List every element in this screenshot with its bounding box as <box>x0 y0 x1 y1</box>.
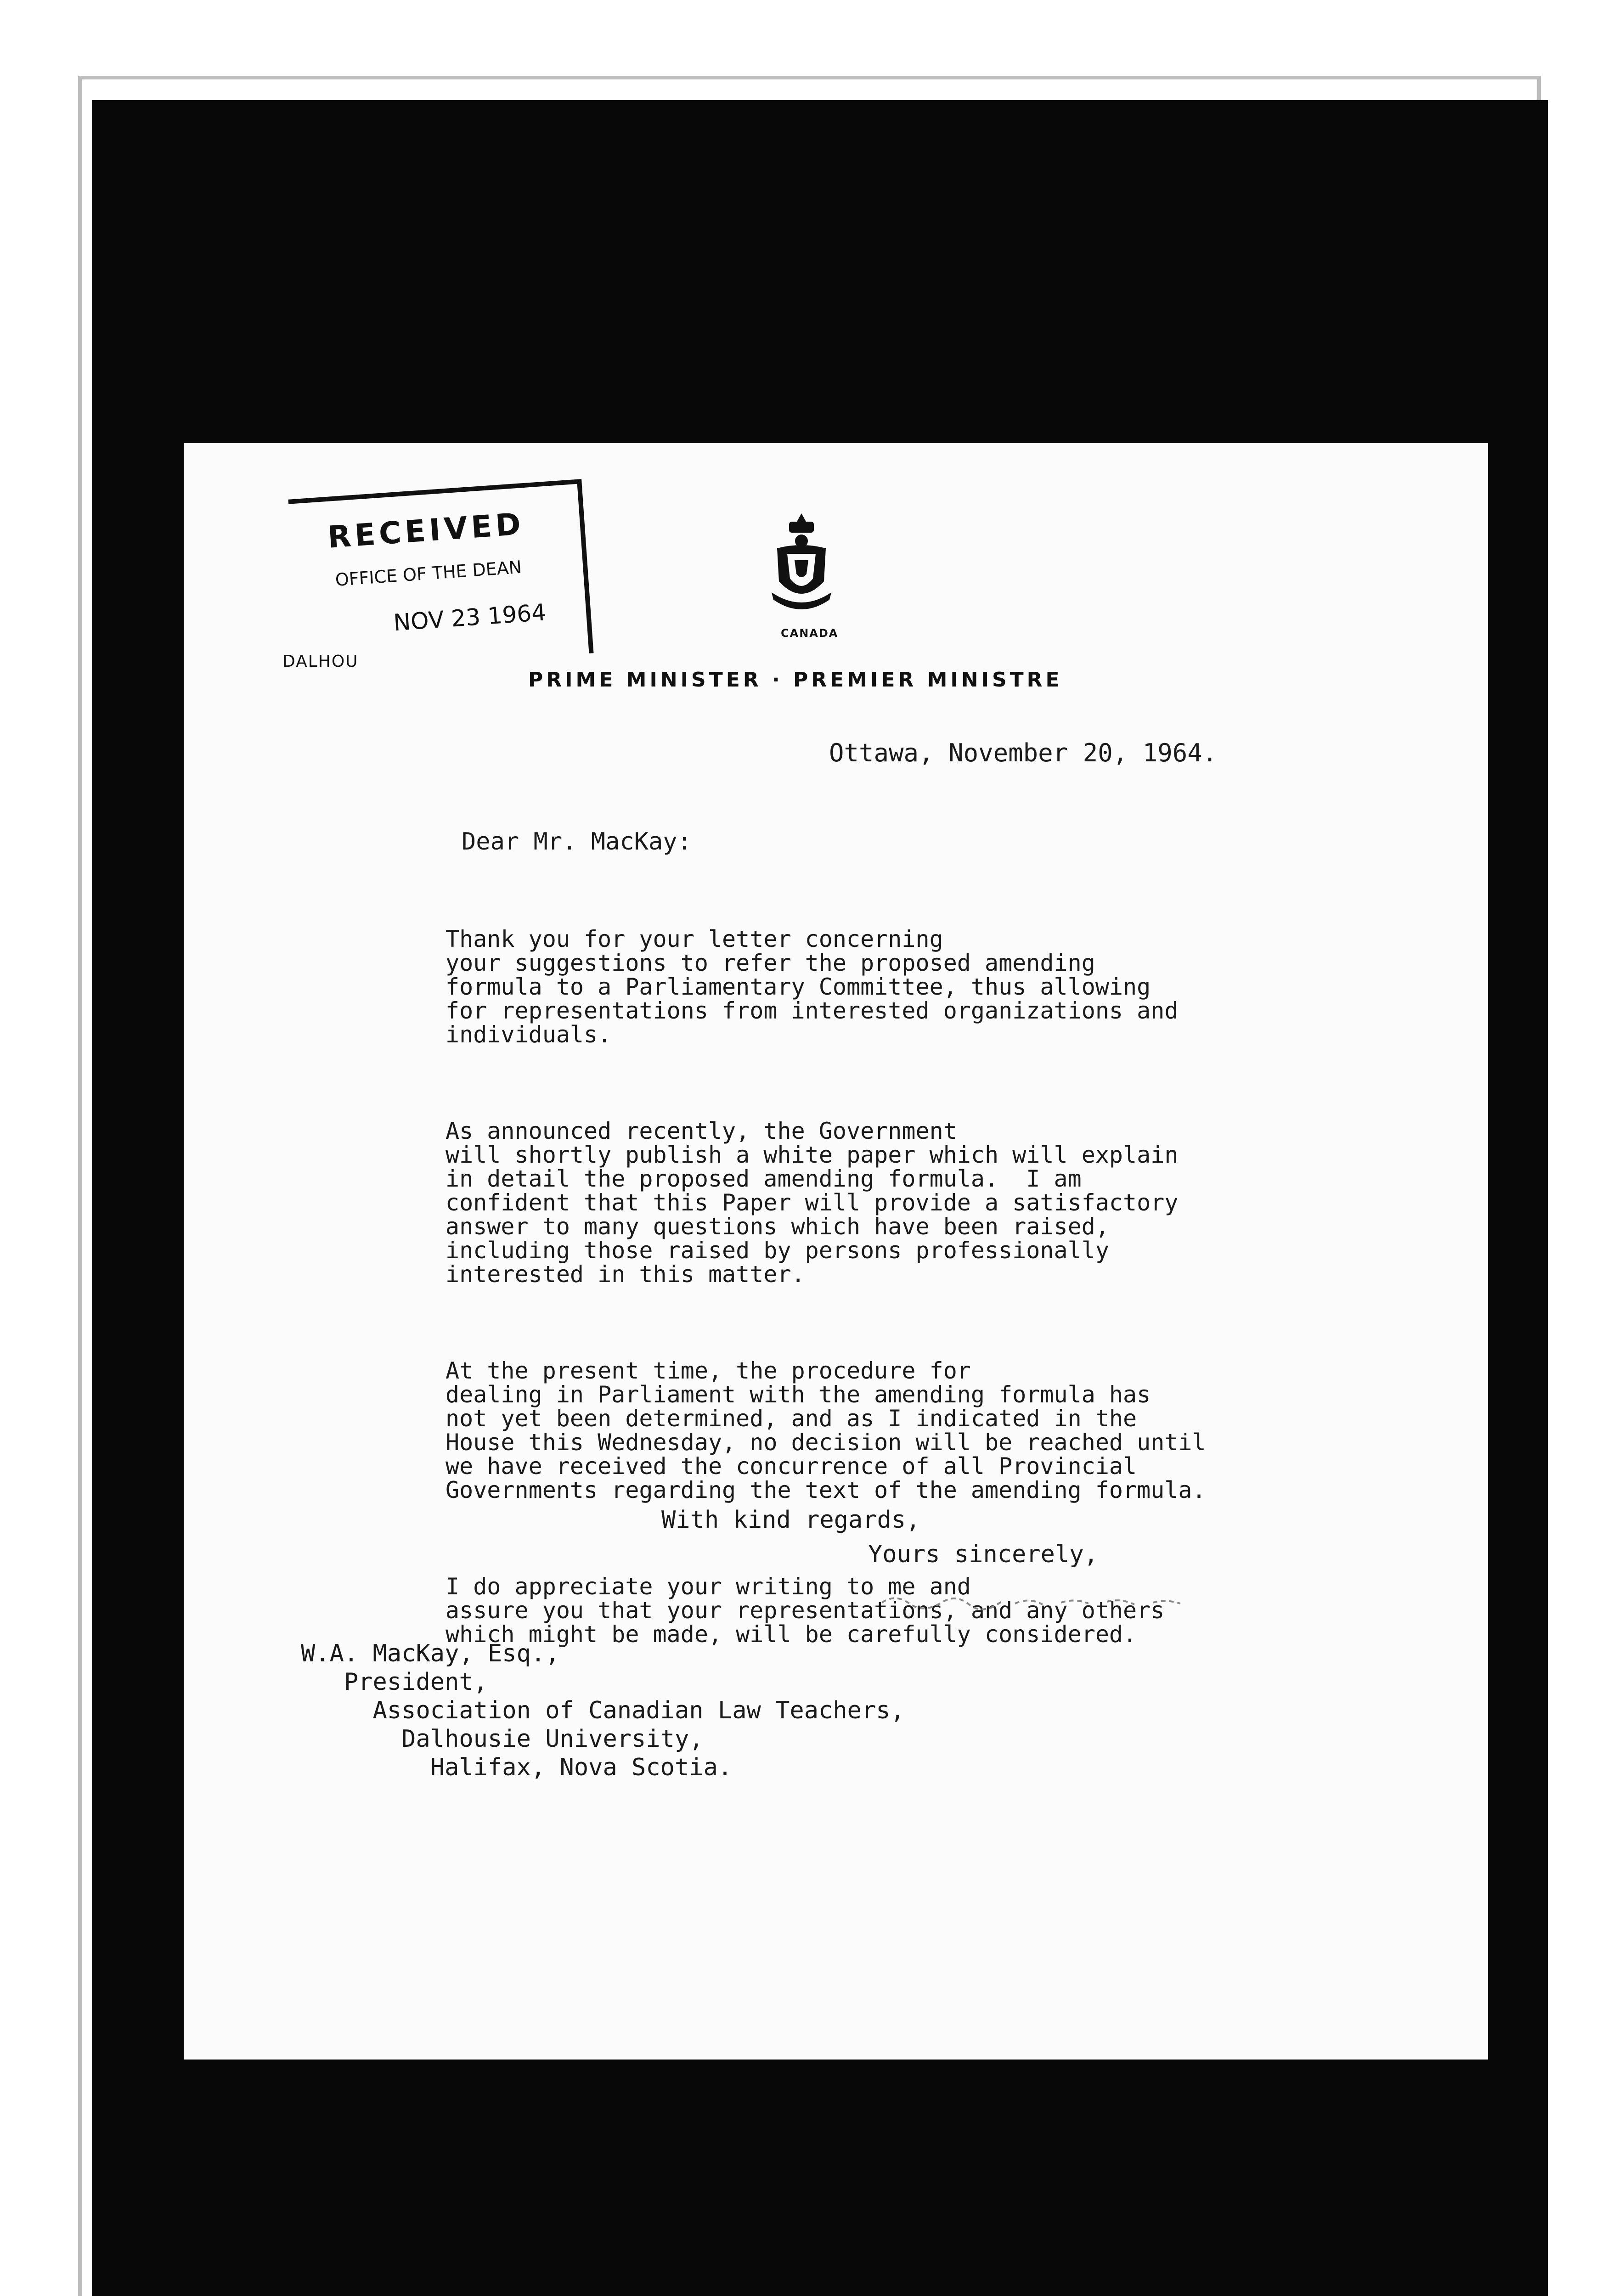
canada-crest-icon <box>767 510 836 620</box>
paragraph-4: I do appreciate your writing to me and assure you that your representations, and any others which might be made, will be carefully considered. <box>446 1573 1165 1648</box>
stamp-office: OFFICE OF THE DEAN <box>334 557 523 591</box>
paragraph-1: Thank you for your letter concerning your suggestions to refer the proposed amending formula to a Parliamentary Committee, thus allowing for representations from interested organizations and individuals. <box>446 926 1179 1048</box>
stamp-date: NOV 23 1964 <box>392 599 547 636</box>
letter-date: Ottawa, November 20, 1964. <box>829 738 1218 767</box>
letterhead-office: PRIME MINISTER · PREMIER MINISTRE <box>528 668 1063 692</box>
signature-mark <box>877 1584 1190 1616</box>
salutation: Dear Mr. MacKay: <box>462 828 692 855</box>
addressee-block: W.A. MacKay, Esq., President, Association of Canadian Law Teachers, Dalhousie University, Halifax, Nova Scotia. <box>301 1640 905 1781</box>
stamp-title: RECEIVED <box>326 506 526 555</box>
closing: With kind regards, <box>661 1506 920 1534</box>
paragraph-3: At the present time, the procedure for dealing in Parliament with the amending formula has not yet been determined, and as I indicated in the House this Wednesday, no decision will be reached until we have received the concurrence of all Provincial Governments regarding the text of the amending formula. <box>446 1357 1206 1503</box>
stamp-institution: DALHOU <box>282 652 359 671</box>
received-stamp <box>288 479 594 674</box>
paragraph-2: As announced recently, the Government will shortly publish a white paper which will explain in detail the proposed amending formula. I am confident that this Paper will provide a satisfactory answer to many questions which have been raised, including those raised by persons professionally interested in this matter. <box>446 1118 1179 1288</box>
crest-label: CANADA <box>781 627 839 640</box>
signoff: Yours sincerely, <box>868 1541 1098 1568</box>
